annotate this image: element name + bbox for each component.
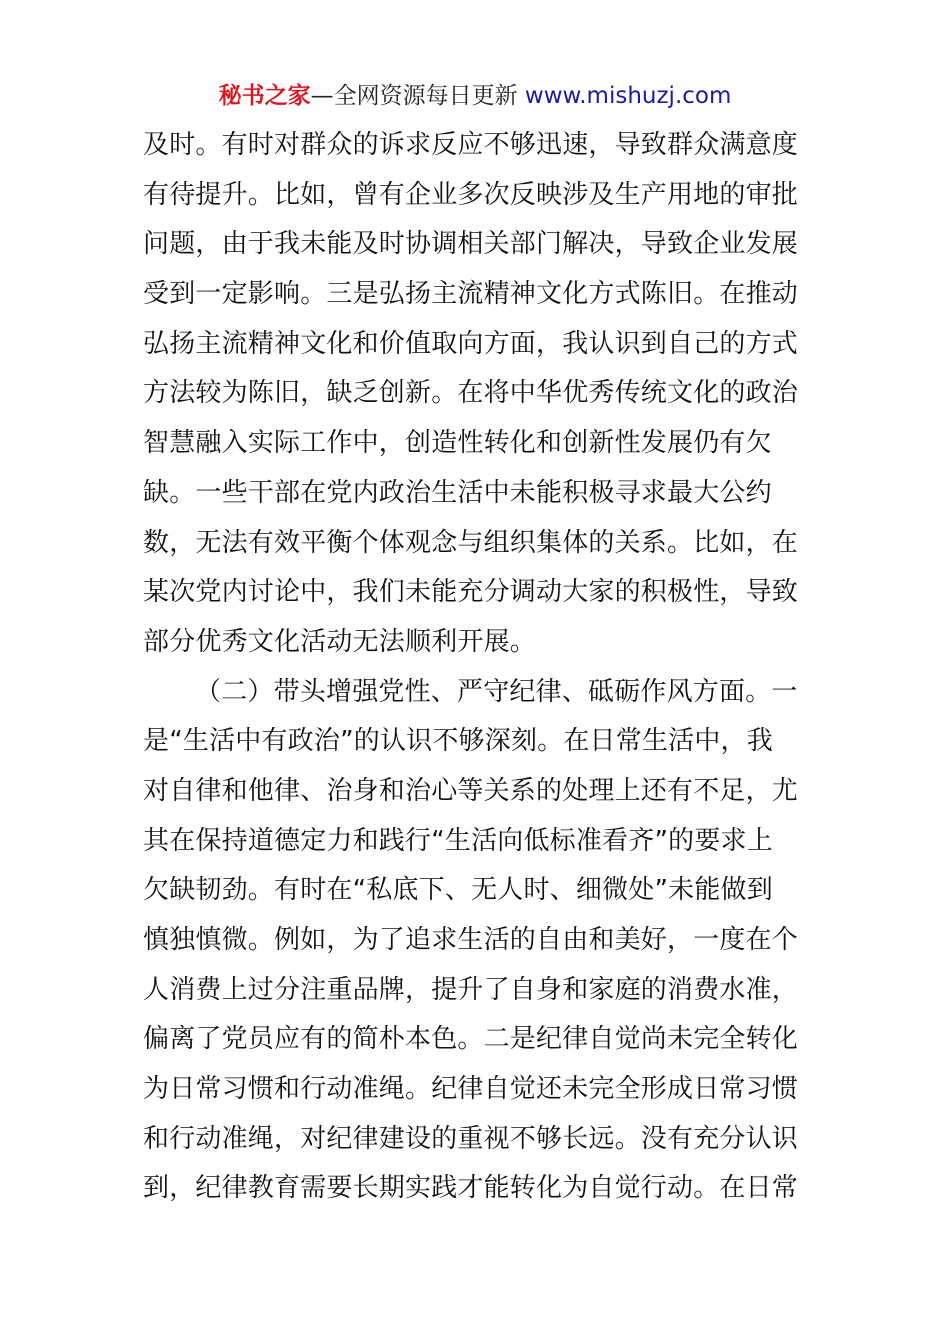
text-line: 数，无法有效平衡个体观念与组织集体的关系。比如，在 bbox=[143, 527, 799, 558]
text-line: 人消费上过分注重品牌，提升了自身和家庭的消费水准， bbox=[143, 974, 799, 1005]
section-heading-line: （二）带头增强党性、严守纪律、砥砺作风方面。一 bbox=[195, 676, 798, 707]
text-line: 慎独慎微。例如，为了追求生活的自由和美好，一度在个 bbox=[143, 925, 799, 955]
site-url[interactable]: www.mishuzj.com bbox=[524, 83, 732, 109]
text-line: 缺。一些干部在党内政治生活中未能积极寻求最大公约 bbox=[143, 477, 772, 508]
text-line: 欠缺韧劲。有时在“私底下、无人时、细微处”未能做到 bbox=[143, 875, 773, 906]
site-brand: 秘书之家 bbox=[218, 83, 311, 109]
text-line: 是“生活中有政治”的认识不够深刻。在日常生活中，我 bbox=[143, 726, 773, 757]
text-line: 偏离了党员应有的简朴本色。二是纪律自觉尚未完全转化 bbox=[143, 1024, 799, 1055]
text-line: 其在保持道德定力和践行“生活向低标准看齐”的要求上 bbox=[143, 825, 773, 856]
text-line: 某次党内讨论中，我们未能充分调动大家的积极性，导致 bbox=[143, 577, 799, 608]
text-line: 对自律和他律、治身和治心等关系的处理上还有不足，尤 bbox=[143, 775, 799, 806]
text-line: 部分优秀文化活动无法顺利开展。 bbox=[143, 626, 537, 657]
text-line: 问题，由于我未能及时协调相关部门解决，导致企业发展 bbox=[143, 229, 799, 260]
site-slogan: —全网资源每日更新 bbox=[310, 83, 525, 109]
text-line: 和行动准绳，对纪律建设的重视不够长远。没有充分认识 bbox=[143, 1123, 799, 1154]
text-line: 有待提升。比如，曾有企业多次反映涉及生产用地的审批 bbox=[143, 179, 799, 210]
text-line: 及时。有时对群众的诉求反应不够迅速，导致群众满意度 bbox=[143, 130, 799, 160]
text-line: 智慧融入实际工作中，创造性转化和创新性发展仍有欠 bbox=[143, 428, 772, 459]
site-header bbox=[0, 80, 950, 112]
text-line: 弘扬主流精神文化和价值取向方面，我认识到自己的方式 bbox=[143, 328, 799, 359]
text-line: 到，纪律教育需要长期实践才能转化为自觉行动。在日常 bbox=[143, 1173, 799, 1204]
document-body bbox=[143, 121, 813, 1214]
text-line: 为日常习惯和行动准绳。纪律自觉还未完全形成日常习惯 bbox=[143, 1074, 799, 1105]
text-line: 方法较为陈旧，缺乏创新。在将中华优秀传统文化的政治 bbox=[143, 378, 799, 409]
text-line: 受到一定影响。三是弘扬主流精神文化方式陈旧。在推动 bbox=[143, 279, 799, 310]
